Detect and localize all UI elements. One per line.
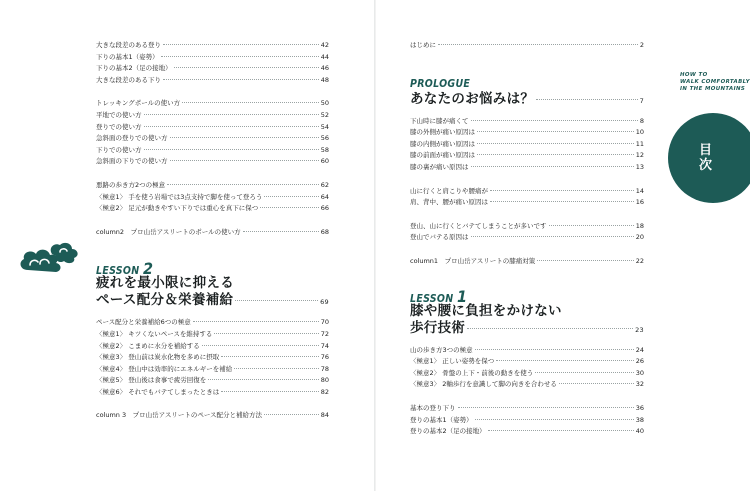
left-toc-groups — [96, 40, 329, 238]
lesson2-items — [96, 317, 329, 398]
toc-entry-title: 〈極意2〉 こまめに水分を補給する — [96, 341, 200, 350]
lesson1-title-line2: 歩行技術 — [410, 319, 466, 336]
toc-entry[interactable] — [410, 403, 644, 415]
toc-entry-title: 〈極意4〉 登山中は効率的にエネルギーを補給 — [96, 364, 233, 373]
leader-dots — [477, 131, 634, 132]
lesson1-page: 23 — [635, 325, 644, 334]
toc-entry-title: 山の歩き方3つの極意 — [410, 345, 473, 354]
toc-entry-page: 30 — [635, 368, 644, 377]
caption-line: HOW TO — [680, 72, 708, 78]
leader-dots — [458, 407, 634, 408]
leader-dots — [208, 379, 319, 380]
toc-entry-title: 下りでの使い方 — [96, 145, 142, 154]
lesson1-items — [410, 345, 644, 438]
toc-entry[interactable] — [410, 221, 644, 233]
lesson2-number: 2 — [143, 259, 154, 279]
caption-line: IN THE MOUNTAINS — [680, 86, 746, 92]
leader-dots — [438, 44, 638, 45]
toc-entry[interactable] — [96, 75, 329, 87]
page-gutter — [374, 0, 376, 491]
toc-entry[interactable] — [410, 256, 644, 268]
caption-line: WALK COMFORTABLY — [680, 79, 750, 85]
toc-entry-title: column2 プロ山岳アスリートのポールの使い方 — [96, 227, 241, 236]
leader-dots — [537, 260, 633, 261]
lesson2-section — [96, 259, 329, 422]
toc-entry[interactable] — [410, 345, 644, 357]
leader-dots — [475, 349, 634, 350]
leader-dots — [163, 44, 319, 45]
leader-dots — [193, 321, 319, 322]
toc-entry[interactable] — [96, 375, 329, 387]
toc-entry-page: 10 — [635, 128, 644, 137]
toc-entry[interactable] — [96, 40, 329, 52]
toc-entry-page: 42 — [320, 41, 329, 49]
leader-dots — [144, 149, 319, 150]
toc-entry-title: column 3 プロ山岳アスリートのペース配分と補給方法 — [96, 411, 263, 420]
prologue-items — [410, 116, 644, 268]
leader-dots — [170, 160, 319, 161]
toc-entry-page: 74 — [320, 341, 329, 350]
toc-entry-page: 14 — [635, 186, 644, 195]
toc-entry[interactable] — [96, 133, 329, 145]
leader-dots — [221, 391, 319, 392]
toc-entry-page: 20 — [635, 233, 644, 242]
toc-entry-page: 38 — [635, 415, 644, 424]
toc-entry-page: 84 — [320, 411, 329, 420]
lesson2-title-line1: 疲れを最小限に抑える — [96, 275, 234, 292]
toc-entry[interactable] — [410, 186, 644, 198]
toc-entry-title: 登りでの使い方 — [96, 122, 142, 131]
toc-entry-title: 急斜面の登りでの使い方 — [96, 134, 168, 143]
lesson1-number: 1 — [457, 286, 468, 306]
leader-dots — [490, 190, 634, 191]
toc-entry-page: 52 — [320, 110, 329, 119]
toc-entry-title: column1 プロ山岳アスリートの膝痛対策 — [410, 256, 536, 265]
leader-dots — [471, 236, 634, 237]
toc-entry[interactable] — [410, 379, 644, 391]
leader-dots — [488, 430, 634, 431]
toc-entry-title: 登山でバテる原因は — [410, 233, 469, 242]
leader-dots — [174, 67, 319, 68]
toc-entry[interactable] — [410, 197, 644, 209]
toc-entry-title: 〈極意3〉 2軸歩行を意識して脚の向きを合わせる — [410, 380, 557, 389]
leader-dots — [471, 166, 634, 167]
lesson1-label-text: LESSON — [410, 292, 454, 305]
toc-entry-page: 60 — [320, 157, 329, 166]
left-page-toc — [96, 40, 329, 422]
lesson1-section — [410, 286, 644, 438]
toc-entry-page: 22 — [635, 256, 644, 265]
toc-entry-title: 下りの基本2（足の接地） — [96, 64, 172, 73]
leader-dots — [559, 383, 634, 384]
leader-dots — [477, 143, 634, 144]
toc-entry-title: 登山、山に行くとバテてしまうことが多いです — [410, 221, 547, 230]
lesson2-page: 69 — [320, 298, 329, 307]
leader-dots — [535, 372, 634, 373]
toc-entry[interactable] — [410, 139, 644, 151]
toc-entry-page: 18 — [635, 221, 644, 230]
toc-entry-title: 登りの基本1（姿勢） — [410, 415, 473, 424]
leader-dots — [477, 154, 634, 155]
toc-entry-title: 下山時に膝が痛くて — [410, 116, 469, 125]
toc-entry-title: 膝の外側が痛い原因は — [410, 128, 475, 137]
leader-dots — [161, 56, 319, 57]
toc-entry-title: 山に行くと肩こりや腰痛が — [410, 186, 488, 195]
toc-entry-title: 大きな段差のある下り — [96, 75, 161, 84]
leader-dots — [490, 201, 634, 202]
toc-entry-title: 下りの基本1（姿勢） — [96, 52, 159, 61]
toc-entry-page: 76 — [320, 353, 329, 362]
badge-line: 次 — [698, 158, 715, 173]
toc-entry-page: 36 — [635, 403, 644, 412]
leader-dots — [475, 419, 634, 420]
toc-entry-title: 膝の前面が痛い原因は — [410, 151, 475, 160]
prologue-title-row[interactable] — [410, 91, 644, 110]
lesson2-label — [96, 259, 329, 279]
toc-entry-title: 膝の内側が痛い原因は — [410, 139, 475, 148]
toc-entry-title: 悪路の歩き方2つの極意 — [96, 180, 166, 189]
leader-dots — [167, 184, 319, 185]
leader-dots — [264, 196, 318, 197]
toc-entry[interactable] — [96, 156, 329, 168]
toc-entry-page: 66 — [320, 204, 329, 213]
toc-entry[interactable] — [410, 127, 644, 139]
leader-dots — [467, 328, 633, 329]
contents-badge-text — [690, 143, 724, 173]
leader-dots — [214, 333, 318, 334]
toc-entry-title: 〈極意1〉 キツくないペースを維持する — [96, 329, 213, 338]
toc-entry-page: 44 — [320, 52, 329, 61]
toc-entry-page: 13 — [635, 162, 644, 171]
leader-dots — [536, 99, 637, 100]
toc-entry[interactable] — [410, 356, 644, 368]
toc-entry-title: 大きな段差のある登り — [96, 41, 161, 49]
toc-entry[interactable] — [96, 203, 329, 215]
toc-entry-title: 〈極意1〉 手を使う岩場では3点支持で脚を使って登ろう — [96, 192, 263, 201]
right-page-toc — [410, 40, 644, 438]
toc-entry-title: 〈極意5〉 登山後は食事で疲労回復を — [96, 376, 207, 385]
leader-dots — [243, 231, 319, 232]
lesson2-title-line2: ペース配分＆栄養補給 — [96, 292, 234, 309]
toc-entry-page: 16 — [635, 198, 644, 207]
toc-entry-page: 46 — [320, 64, 329, 73]
toc-entry[interactable] — [96, 180, 329, 192]
toc-entry[interactable] — [96, 387, 329, 399]
toc-entry[interactable] — [96, 364, 329, 376]
leader-dots — [264, 414, 319, 415]
toc-entry-page: 82 — [320, 387, 329, 396]
toc-entry-intro[interactable] — [410, 40, 644, 52]
toc-entry-page: 50 — [320, 99, 329, 108]
leader-dots — [221, 356, 319, 357]
toc-entry[interactable] — [96, 227, 329, 239]
toc-entry[interactable] — [96, 341, 329, 353]
toc-entry-title: 登りの基本2（足の接地） — [410, 427, 486, 436]
toc-entry[interactable] — [96, 52, 329, 64]
prologue-title: あなたのお悩みは？ — [410, 90, 535, 107]
toc-entry-title: 膝の裏が痛い原因は — [410, 162, 469, 171]
toc-entry-page: 56 — [320, 134, 329, 143]
leader-dots — [182, 102, 319, 103]
prologue-section — [410, 78, 644, 268]
toc-entry-page: 68 — [320, 227, 329, 236]
toc-entry-page: 26 — [635, 357, 644, 366]
toc-entry[interactable] — [410, 426, 644, 438]
leader-dots — [234, 368, 319, 369]
toc-entry[interactable] — [96, 329, 329, 341]
toc-entry-title: トレッキングポールの使い方 — [96, 99, 181, 108]
toc-entry-page: 2 — [639, 41, 644, 49]
toc-entry-page: 64 — [320, 192, 329, 201]
toc-entry[interactable] — [96, 192, 329, 204]
lesson1-title-row[interactable] — [410, 320, 644, 339]
toc-entry-page: 11 — [635, 139, 644, 148]
leader-dots — [144, 114, 319, 115]
toc-entry[interactable] — [410, 162, 644, 174]
prologue-page: 7 — [639, 96, 644, 105]
toc-entry[interactable] — [96, 122, 329, 134]
toc-entry-title: 〈極意1〉 正しい姿勢を保つ — [410, 357, 495, 366]
toc-entry-page: 58 — [320, 145, 329, 154]
toc-entry-page: 72 — [320, 329, 329, 338]
toc-entry[interactable] — [410, 150, 644, 162]
badge-line: 目 — [698, 143, 715, 158]
toc-entry[interactable] — [410, 232, 644, 244]
toc-entry-page: 54 — [320, 122, 329, 131]
leader-dots — [496, 360, 634, 361]
toc-entry[interactable] — [96, 145, 329, 157]
leader-dots — [144, 126, 319, 127]
toc-entry-page: 8 — [639, 116, 644, 125]
toc-entry-title: はじめに — [410, 41, 436, 49]
toc-entry-page: 48 — [320, 75, 329, 84]
toc-entry-page: 78 — [320, 364, 329, 373]
toc-entry[interactable] — [96, 317, 329, 329]
toc-entry-title: 〈極意2〉 足元が動きやすい下りでは重心を真下に保つ — [96, 204, 259, 213]
toc-entry-title: ペース配分と栄養補給6つの極意 — [96, 318, 191, 327]
toc-entry[interactable] — [96, 352, 329, 364]
toc-entry[interactable] — [96, 110, 329, 122]
toc-entry-page: 12 — [635, 151, 644, 160]
leader-dots — [471, 120, 638, 121]
toc-entry-title: 基本の登り下り — [410, 403, 456, 412]
lesson2-label-text: LESSON — [96, 265, 140, 278]
side-caption — [680, 72, 750, 93]
lesson1-title-line1: 膝や腰に負担をかけない — [410, 302, 562, 319]
leader-dots — [163, 79, 319, 80]
toc-entry[interactable] — [96, 63, 329, 75]
toc-entry-page: 62 — [320, 180, 329, 189]
toc-entry-page: 70 — [320, 318, 329, 327]
toc-entry-title: 〈極意3〉 登山前は炭水化物を多めに摂取 — [96, 353, 220, 362]
toc-entry-page: 80 — [320, 376, 329, 385]
toc-entry-title: 〈極意2〉 骨盤の上下・前後の動きを使う — [410, 368, 534, 377]
toc-entry-title: 平地での使い方 — [96, 110, 142, 119]
toc-entry-title: 急斜面の下りでの使い方 — [96, 157, 168, 166]
toc-entry-page: 40 — [635, 427, 644, 436]
toc-entry[interactable] — [96, 98, 329, 110]
leader-dots — [260, 207, 319, 208]
lesson1-label — [410, 286, 644, 306]
cloud-ornament-icon — [18, 240, 80, 284]
toc-entry[interactable] — [410, 116, 644, 128]
toc-entry-title: 肩、背中、腰が痛い原因は — [410, 198, 488, 207]
toc-entry-page: 24 — [635, 345, 644, 354]
toc-entry[interactable] — [410, 415, 644, 427]
leader-dots — [202, 345, 319, 346]
leader-dots — [170, 137, 319, 138]
prologue-label: PROLOGUE — [410, 77, 471, 90]
toc-entry-column3[interactable] — [96, 410, 329, 422]
toc-entry[interactable] — [410, 368, 644, 380]
toc-entry-title: 〈極意6〉 それでもバテてしまったときは — [96, 387, 220, 396]
toc-entry-page: 32 — [635, 380, 644, 389]
lesson2-title-row[interactable] — [96, 292, 329, 311]
leader-dots — [549, 225, 634, 226]
leader-dots — [235, 300, 318, 301]
